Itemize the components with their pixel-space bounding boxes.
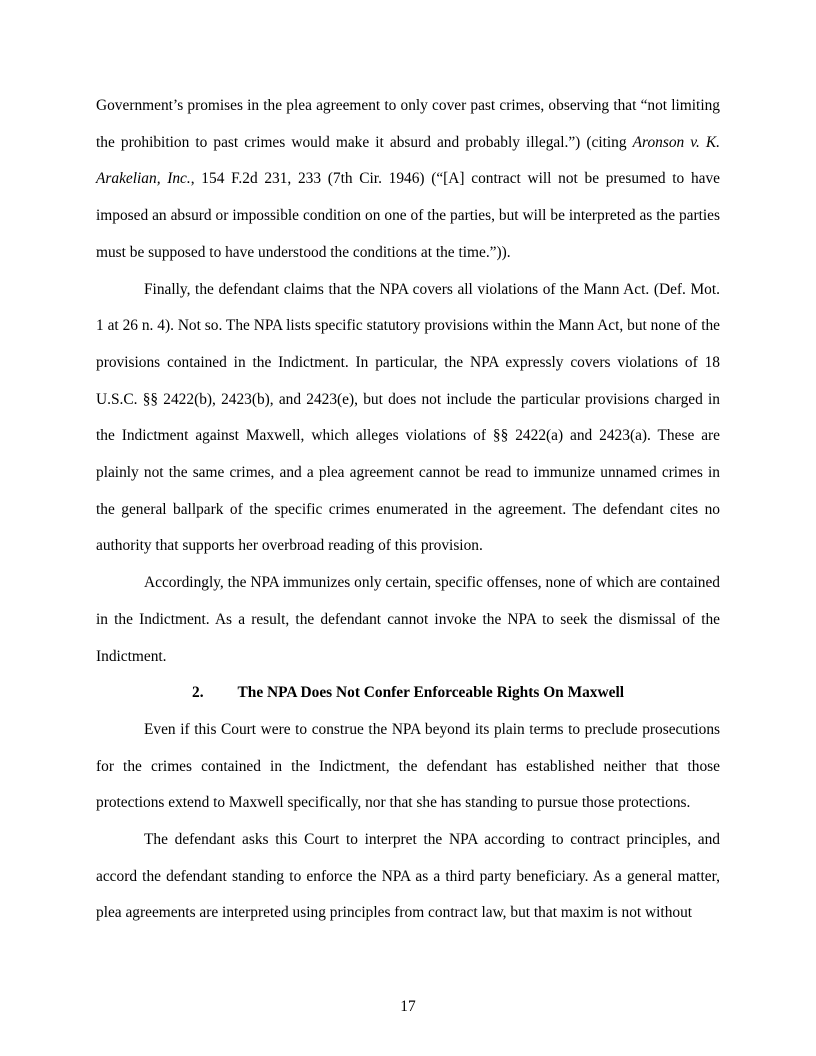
paragraph-mann-act: Finally, the defendant claims that the NPA covers all violations of the Mann Act. (Def. Mot. 1 at 26 n. 4). Not so. The NPA lists specific statutory provisions within the Mann Act, but none of the provisions contained in the Indictment. In particular, the NPA expressly covers violations of 18 U.S.C. §§ 2422(b), 2423(b), and 2423(e), but does not include the particular provisions charged in the Indictment against Maxwell, which alleges violations of §§ 2422(a) and 2423(a). These are plainly not the same crimes, and a plea agreement cannot be read to immunize unnamed crimes in the general ballpark of the specific crimes enumerated in the agreement. The defendant cites no authority that supports her overbroad reading of this provision. — [96, 280, 720, 555]
paragraph-text: Government’s promises in the plea agreement to only cover past crimes, observing that “not limiting the prohibition to past crimes would make it absurd and probably illegal.”) (citing — [96, 97, 720, 151]
document-body — [96, 88, 720, 932]
paragraph-text: , 154 F.2d 231, 233 (7th Cir. 1946) (“[A] contract will not be presumed to have imposed an absurd or impossible condition on one of the parties, but will be interpreted as the parties must be supposed to have understood the conditions at the time.”)). — [96, 170, 720, 261]
page-number: 17 — [400, 998, 416, 1015]
paragraph-even-if: Even if this Court were to construe the NPA beyond its plain terms to preclude prosecutions for the crimes contained in the Indictment, the defendant has established neither that those protections extend to Maxwell specifically, nor that she has standing to pursue those protections. — [96, 720, 720, 812]
paragraph-contract-principles: The defendant asks this Court to interpret the NPA according to contract principles, and accord the defendant standing to enforce the NPA as a third party beneficiary. As a general matter, plea agreements are interpreted using principles from contract law, but that maxim is not without — [96, 831, 720, 922]
section-heading — [96, 675, 720, 712]
section-number: 2. — [192, 684, 204, 702]
case-name-italic: Aronson v. K. Arakelian, Inc. — [96, 133, 720, 188]
paragraph-citation-continuation — [96, 88, 720, 272]
section-title: The NPA Does Not Confer Enforceable Rights On Maxwell — [237, 684, 624, 702]
paragraph-accordingly: Accordingly, the NPA immunizes only certain, specific offenses, none of which are contained in the Indictment. As a result, the defendant cannot invoke the NPA to seek the dismissal of the Indictment. — [96, 574, 720, 665]
